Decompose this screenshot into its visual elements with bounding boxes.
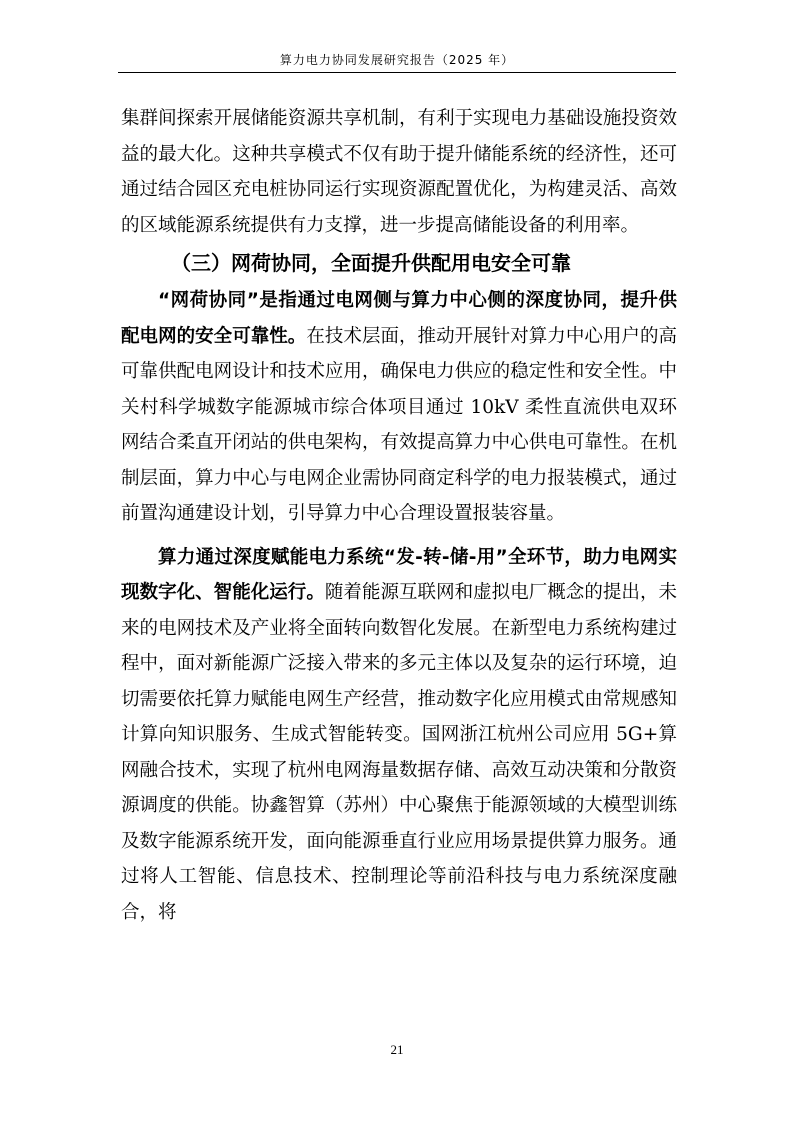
paragraph-compute-empowers-grid (121, 540, 677, 931)
paragraph-lead-sentence: 算力通过深度赋能电力系统“发-转-储-用”全环节，助力电网实现数字化、智能化运行。 (121, 546, 677, 603)
document-body (121, 101, 677, 930)
page-number: 21 (390, 1042, 404, 1057)
paragraph-energy-storage-sharing: 集群间探索开展储能资源共享机制，有利于实现电力基础设施投资效益的最大化。这种共享模式不仅有助于提升储能系统的经济性，还可通过结合园区充电桩协同运行实现资源配置优化，为构建灵活、高效的区域能源系统提供有力支撑，进一步提高储能设备的利用率。 (121, 108, 677, 236)
section-heading-grid-load-coordination: （三）网荷协同，全面提升供配用电安全可靠 (171, 251, 571, 275)
paragraph-grid-load-definition (121, 283, 677, 532)
paragraph-body-text: 随着能源互联网和虚拟电厂概念的提出，未来的电网技术及产业将全面转向数智化发展。在新型电力系统构建过程中，面对新能源广泛接入带来的多元主体以及复杂的运行环境，迫切需要依托算力赋能电网生产经营，推动数字化应用模式由常规感知计算向知识服务、生成式智能转变。国网浙江杭州公司应用 5G+算网融合技术，实现了杭州电网海量数据存储、高效互动决策和分散资源调度的供能。协鑫智算（苏州）中心聚焦于能源领域的大模型训练及数字能源系统开发，面向能源垂直行业应用场景提供算力服务。通过将人工智能、信息技术、控制理论等前沿科技与电力系统深度融合，将 (121, 582, 677, 923)
running-header (118, 50, 676, 73)
paragraph-lead-sentence: “网荷协同”是指通过电网侧与算力中心侧的深度协同，提升供配电网的安全可靠性。 (121, 290, 677, 347)
paragraph-body-text: 在技术层面，推动开展针对算力中心用户的高可靠供配电网设计和技术应用，确保电力供应的稳定性和安全性。中关村科学城数字能源城市综合体项目通过 10kV 柔性直流供电双环网结合柔直开闭站的供电架构，有效提高算力中心供电可靠性。在机制层面，算力中心与电网企业需协同商定科学的电力报装模式，通过前置沟通建设计划，引导算力中心合理设置报装容量。 (121, 325, 677, 524)
report-title: 算力电力协同发展研究报告（2025 年） (279, 53, 515, 67)
